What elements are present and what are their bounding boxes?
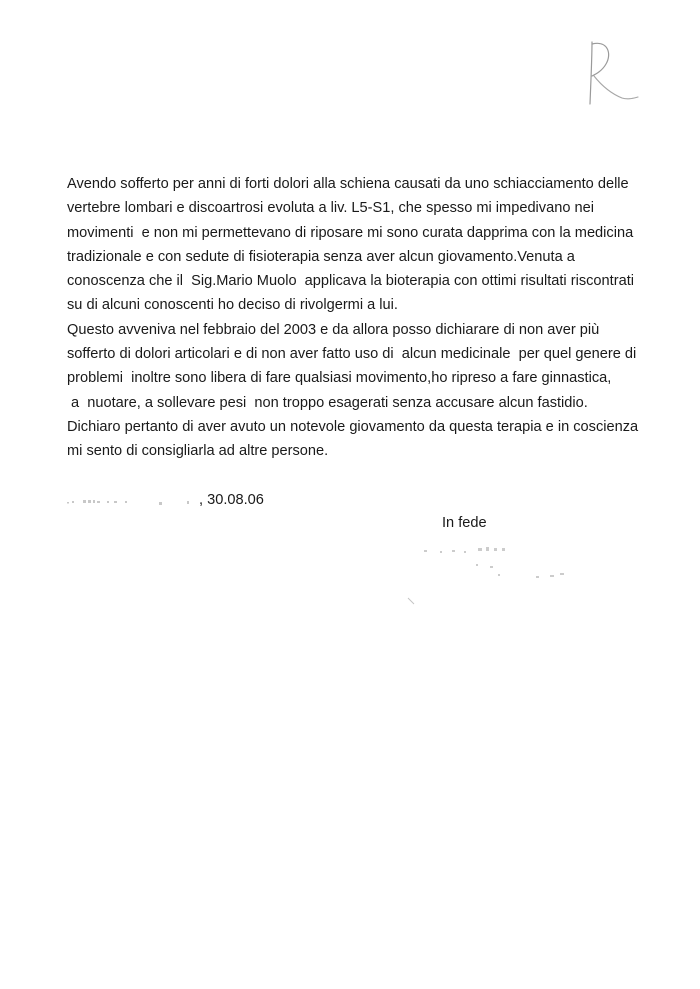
body-line: a nuotare, a sollevare pesi non troppo esagerati senza accusare alcun fastidio. [67, 394, 588, 411]
body-line: Questo avveniva nel febbraio del 2003 e da allora posso dichiarare di non aver più [67, 321, 600, 338]
handwritten-r-mark-icon [578, 38, 640, 108]
body-line: su di alcuni conoscenti ho deciso di rivolgermi a lui. [67, 297, 398, 314]
body-line: mi sento di consigliarla ad altre persone. [67, 443, 329, 460]
faded-signature-icon [402, 542, 582, 612]
redacted-place-icon [67, 493, 199, 507]
body-line: tradizionale e con sedute di fisioterapia senza aver alcun giovamento.Venuta a [67, 248, 575, 265]
closing-text: In fede [442, 515, 487, 531]
place-date-line [67, 490, 264, 510]
date-text: , 30.08.06 [199, 492, 264, 508]
body-line: vertebre lombari e discoartrosi evoluta a liv. L5-S1, che spesso mi impedivano nei [67, 200, 594, 217]
declaration-body [67, 172, 667, 464]
body-line: sofferto di dolori articolari e di non aver fatto uso di alcun medicinale per quel genere di [67, 346, 637, 363]
body-line: conoscenza che il Sig.Mario Muolo applicava la bioterapia con ottimi risultati riscontrati [67, 273, 634, 290]
body-line: problemi inoltre sono libera di fare qualsiasi movimento,ho ripreso a fare ginnastica, [67, 370, 612, 387]
body-line: Avendo sofferto per anni di forti dolori alla schiena causati da uno schiacciamento delle [67, 176, 629, 192]
body-line: movimenti e non mi permettevano di riposare mi sono curata dapprima con la medicina [67, 224, 634, 241]
body-line: Dichiaro pertanto di aver avuto un notevole giovamento da questa terapia e in coscienza [67, 418, 639, 435]
